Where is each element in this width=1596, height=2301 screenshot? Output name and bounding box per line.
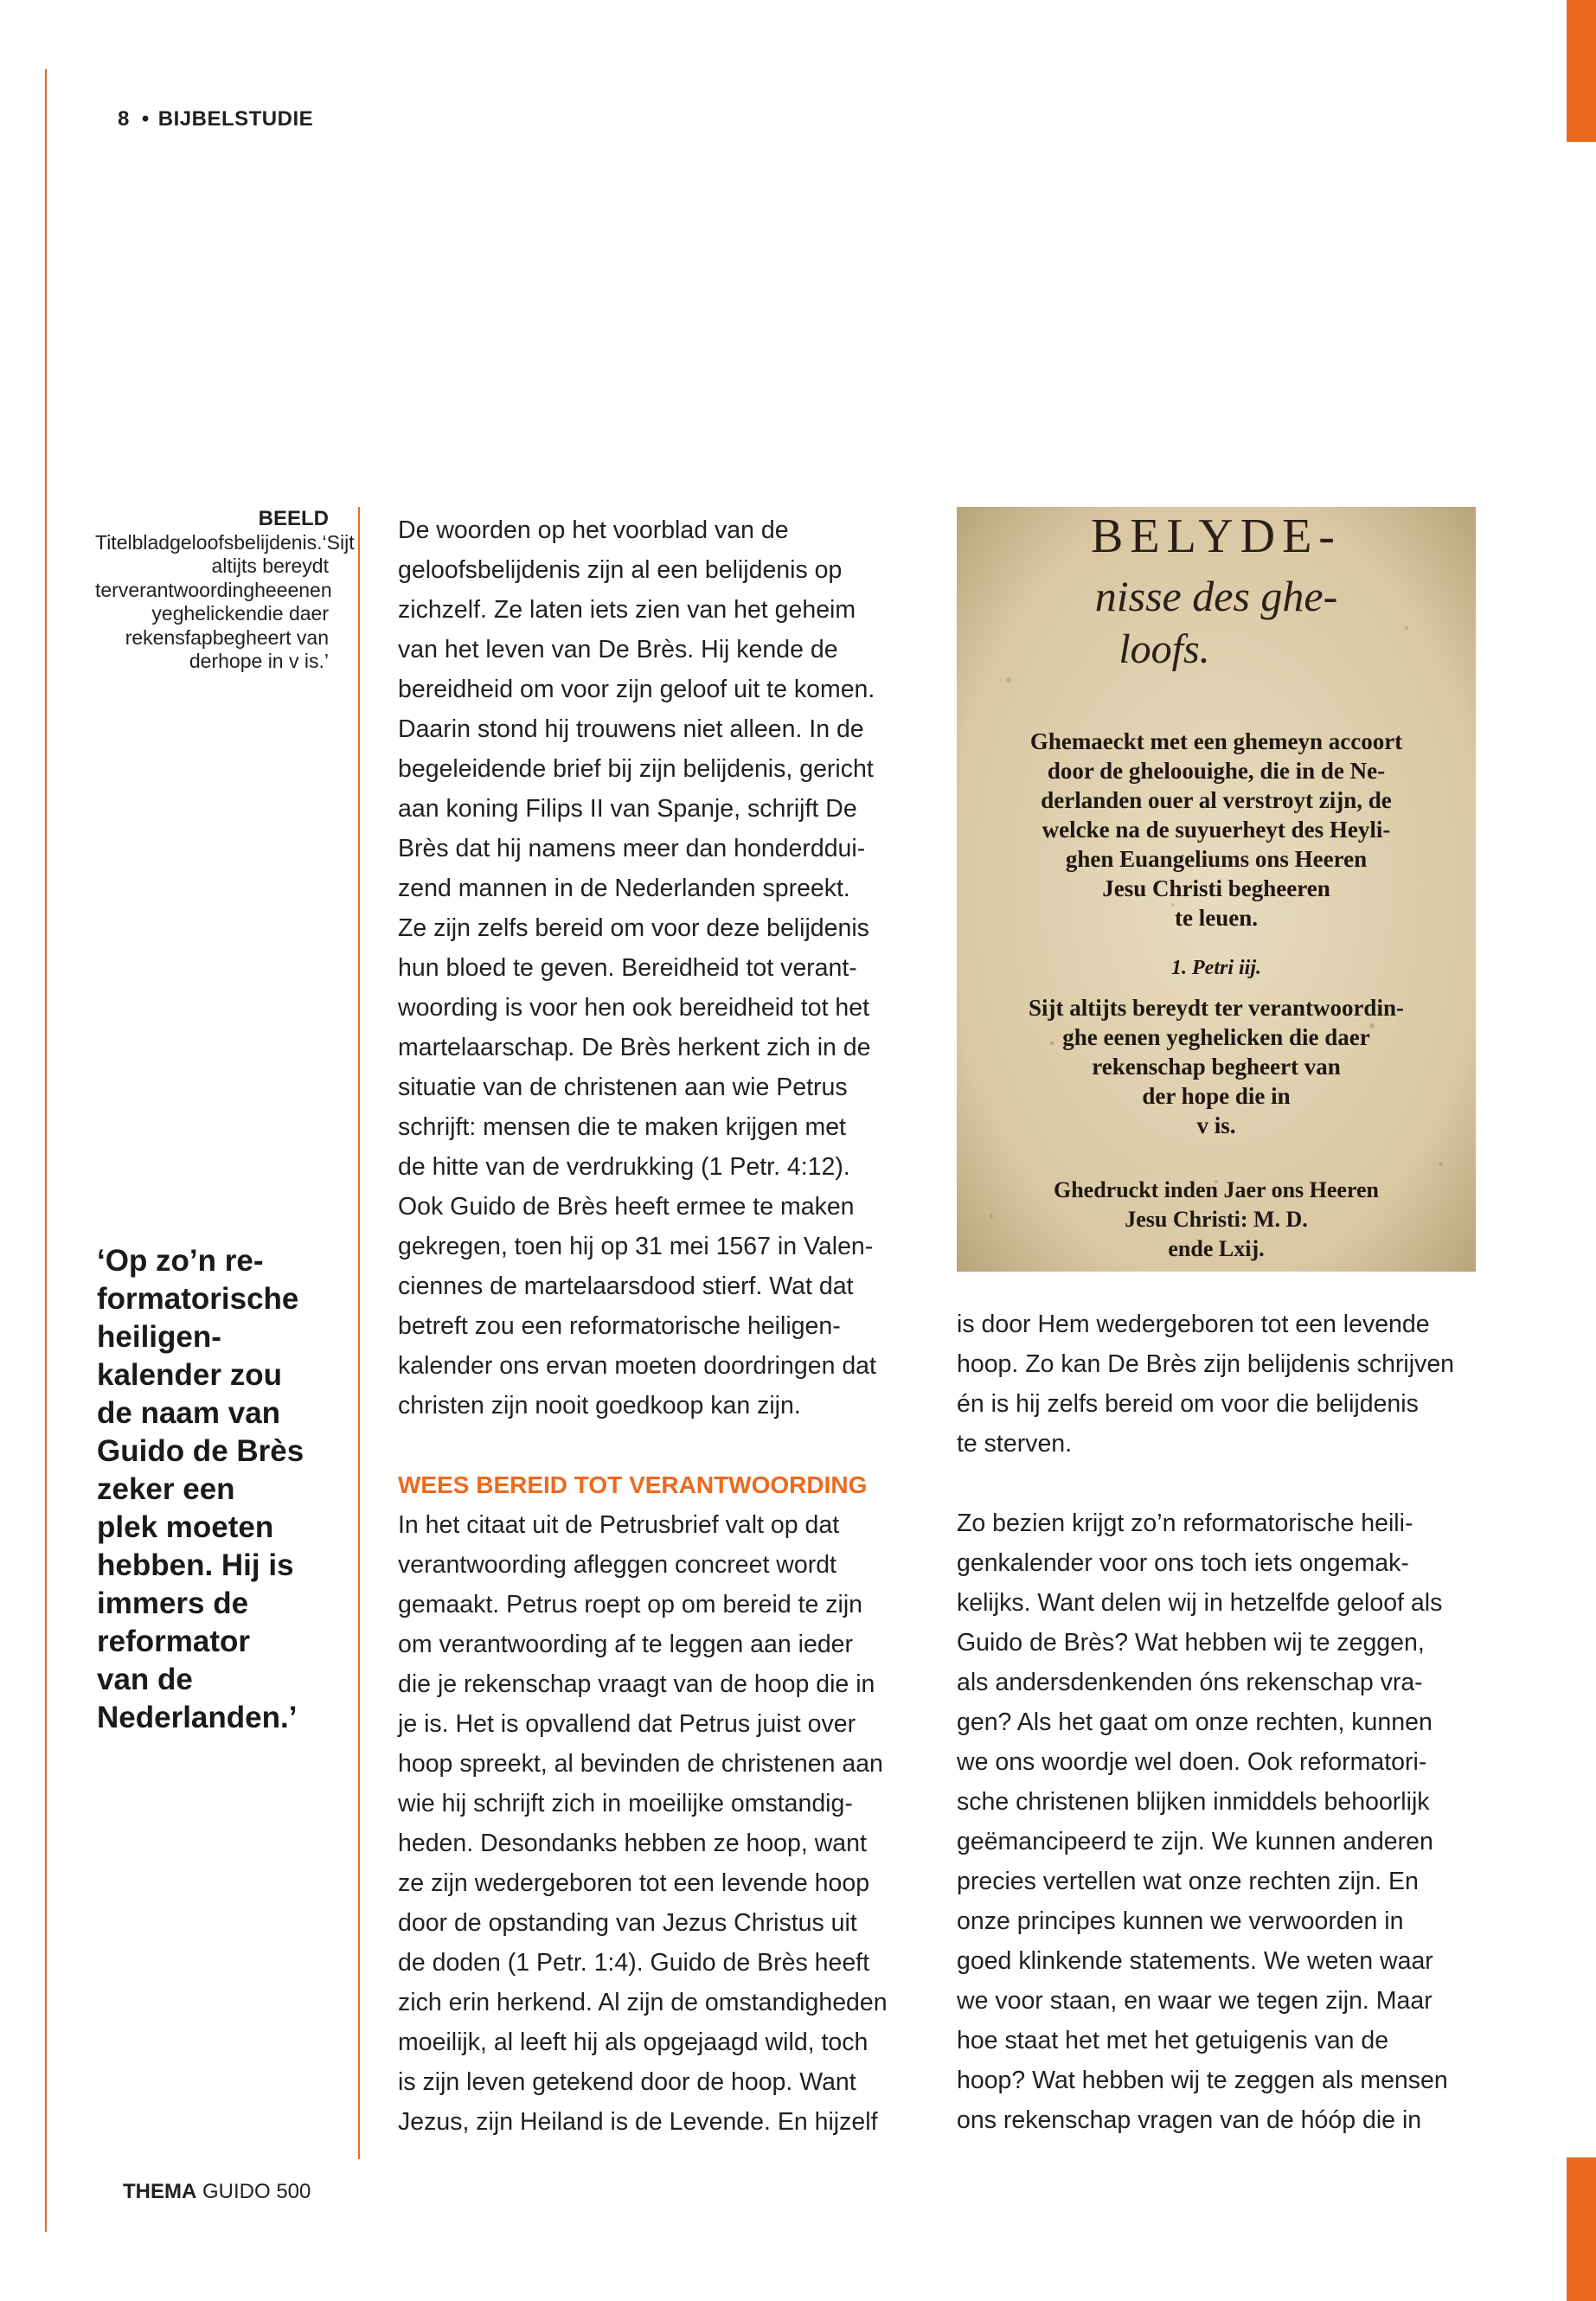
text-line: die daer rekensfap [125,602,329,649]
text-line: de doden (1 Petr. 1:4). Guido de Brès heeft [398,1949,870,1977]
text-column-2 [957,1304,1510,2140]
title-page-line: ghe eenen yeghelicken die daer [1062,1024,1370,1050]
text-line: we ons woordje wel doen. Ook reformatori- [957,1748,1427,1776]
text-line: goed klinkende statements. We weten waar [957,1947,1433,1975]
text-line: Nederlanden.’ [97,1701,298,1734]
text-line: we voor staan, en waar we tegen zijn. Maar [957,1987,1433,2015]
text-line: genkalender voor ons toch iets ongemak- [957,1549,1409,1577]
text-line: ‘Sijt altijts bereydt ter [95,530,355,601]
text-line: gen? Als het gaat om onze rechten, kunnen [957,1708,1433,1736]
title-page-line: door de gheloouighe, die in de Ne- [1047,758,1386,784]
text-line: reformator [97,1625,250,1658]
left-margin-rule [45,69,47,2232]
text-line: zichzelf. Ze laten iets zien van het geheim [398,596,856,624]
magazine-name: THEMA [123,2180,197,2203]
caption-label: BEELD [258,507,329,530]
text-line: hope in v is.’ [218,650,329,672]
text-line: te sterven. [957,1430,1073,1458]
text-line: martelaarschap. De Brès herkent zich in de [398,1034,871,1061]
text-line: geëmancipeerd te zijn. We kunnen anderen [957,1828,1433,1856]
text-line: De woorden op het voorblad van de [398,516,789,544]
text-column-1 [398,510,931,2142]
text-line: die je rekenschap vraagt van de hoop die in [398,1670,875,1698]
text-line: zend mannen in de Nederlanden spreekt. [398,875,850,902]
column-divider-rule [358,507,360,2159]
text-line: hun bloed te geven. Bereidheid tot verant- [398,954,857,982]
text-line: schrijft: mensen die te maken krijgen met [398,1113,846,1141]
text-line: Daarin stond hij trouwens niet alleen. In de [398,715,864,743]
title-page-subtitle [1029,728,1404,1261]
text-line: heiligen- [97,1320,221,1354]
text-line: zich erin herkend. Al zijn de omstandigheden [398,1989,888,2016]
text-line: sche christenen blijken inmiddels behoorlijk [957,1788,1430,1816]
text-line: gemaakt. Petrus roept op om bereid te zijn [398,1591,863,1618]
text-line: zeker een [97,1472,235,1506]
title-page-line: v is. [1196,1112,1236,1138]
title-page-line: 1. Petri iij. [1171,957,1261,979]
page-edge-tab-top [1567,0,1596,142]
running-footer [123,2180,311,2204]
text-line: ze zijn wedergeboren tot een levende hoop [398,1869,870,1897]
paragraph-gap [398,1426,931,1465]
text-line: wie hij schrijft zich in moeilijke omstandig- [398,1790,853,1817]
text-line: precies vertellen wat onze rechten zijn. En [957,1868,1419,1895]
paragraph-gap [957,1464,1510,1503]
text-line: situatie van de christenen aan wie Petrus [398,1074,848,1101]
title-page-line: rekenschap begheert van [1092,1054,1341,1080]
book-title-line-1: BELYDE- [1091,510,1342,563]
book-title-line-2: nisse des ghe- [1094,572,1338,620]
text-line: eenen yeghelicken [151,578,332,625]
title-page-line: der hope die in [1142,1083,1291,1109]
text-line: geloofsbelijdenis zijn al een belijdenis op [398,556,843,584]
text-line: begheert van der [189,625,329,672]
text-line: Ook Guido de Brès heeft ermee te maken [398,1193,855,1221]
text-line: én is hij zelfs bereid om voor die belijdenis [957,1390,1419,1418]
text-line: verantwoordinghe [118,578,277,601]
text-line: de naam van [97,1396,281,1430]
title-page-line: Ghedruckt inden Jaer ons Heeren [1053,1177,1380,1202]
text-line: Brès dat hij namens meer dan honderddui- [398,835,866,862]
text-line: ons rekenschap vragen van de hóóp die in [957,2106,1422,2134]
issue-name: GUIDO 500 [202,2180,311,2203]
header-separator: • [141,107,150,131]
running-header [118,107,313,131]
text-line: kalender zou [97,1358,282,1392]
text-line: ‘Op zo’n re- [97,1244,264,1278]
text-line: aan koning Filips II van Spanje, schrijft De [398,795,857,823]
text-line: hebben. Hij is [97,1548,294,1582]
text-line: hoop? Wat hebben wij te zeggen als mensen [957,2067,1448,2094]
text-line: Guido de Brès? Wat hebben wij te zeggen, [957,1629,1425,1657]
title-page-image [957,507,1476,1272]
text-line: onze principes kunnen we verwoorden in [957,1907,1404,1935]
text-line: verantwoording afleggen concreet wordt [398,1551,836,1579]
title-page-line: Jesu Christi begheeren [1102,875,1330,901]
text-line: heden. Desondanks hebben ze hoop, want [398,1830,867,1857]
text-line: door de opstanding van Jezus Christus uit [398,1909,857,1937]
text-line: van het leven van De Brès. Hij kende de [398,636,838,663]
text-line: je is. Het is opvallend dat Petrus juist over [398,1710,856,1738]
page-number: 8 [118,107,130,131]
text-line: begeleidende brief bij zijn belijdenis, gericht [398,755,874,783]
text-line: In het citaat uit de Petrusbrief valt op dat [398,1511,840,1539]
section-subheading: WEES BEREID TOT VERANTWOORDING [398,1471,868,1498]
text-line: van de [97,1663,193,1696]
text-line: als andersdenkenden óns rekenschap vra- [957,1669,1423,1696]
text-line: kelijks. Want delen wij in hetzelfde geloof als [957,1589,1443,1617]
section-title: BIJBELSTUDIE [157,107,314,131]
title-page-line: Ghemaeckt met een ghemeyn accoort [1029,728,1403,754]
text-line: de hitte van de verdrukking (1 Petr. 4:12). [398,1153,850,1181]
book-title-line-3: loofs. [1118,626,1210,672]
text-line: hoe staat het met het getuigenis van de [957,2027,1389,2054]
text-line: woording is voor hen ook bereidheid tot het [398,994,870,1022]
text-line: Guido de Brès [97,1434,304,1468]
title-page-line: derlanden ouer al verstroyt zijn, de [1041,787,1392,813]
text-line: Jezus, zijn Heiland is de Levende. En hijzelf [398,2108,878,2136]
text-line: Ze zijn zelfs bereid om voor deze belijdenis [398,914,869,942]
pull-quote [97,1242,339,1737]
text-line: christen zijn nooit goedkoop kan zijn. [398,1392,801,1420]
text-line: plek moeten [97,1510,274,1544]
text-line: formatorische [97,1282,299,1316]
text-line: hoop spreekt, al bevinden de christenen aan [398,1750,883,1778]
title-page-line: te leuen. [1175,905,1258,931]
text-line: betreft zou een reformatorische heiligen- [398,1312,841,1340]
title-page-line: Jesu Christi: M. D. [1125,1207,1308,1232]
image-caption [95,507,355,674]
title-page-line: ghen Euangeliums ons Heeren [1065,846,1368,872]
title-page-line: ende Lxij. [1168,1236,1265,1261]
text-line: Titelblad [95,530,170,554]
caption-body [95,530,355,674]
text-line: immers de [97,1586,249,1620]
text-line: is zijn leven getekend door de hoop. Want [398,2068,856,2096]
title-page-line: Sijt altijts bereydt ter verantwoordin- [1029,995,1404,1021]
text-line: kalender ons ervan moeten doordringen dat [398,1352,876,1380]
text-line: om verantwoording af te leggen aan ieder [398,1631,854,1658]
text-line: Zo bezien krijgt zo’n reformatorische heili- [957,1509,1413,1537]
text-line: moeilijk, al leeft hij als opgejaagd wild, toch [398,2029,869,2056]
title-page-line: welcke na de suyuerheyt des Heyli- [1042,817,1391,843]
page-edge-tab-bottom [1567,2157,1596,2301]
text-line: bereidheid om voor zijn geloof uit te komen. [398,676,875,703]
text-line: is door Hem wedergeboren tot een levende [957,1311,1430,1338]
text-line: hoop. Zo kan De Brès zijn belijdenis schrijven [957,1350,1455,1378]
text-line: ciennes de martelaarsdood stierf. Wat dat [398,1272,854,1300]
text-line: gekregen, toen hij op 31 mei 1567 in Valen- [398,1233,874,1260]
text-line: geloofsbelijdenis. [170,530,323,554]
